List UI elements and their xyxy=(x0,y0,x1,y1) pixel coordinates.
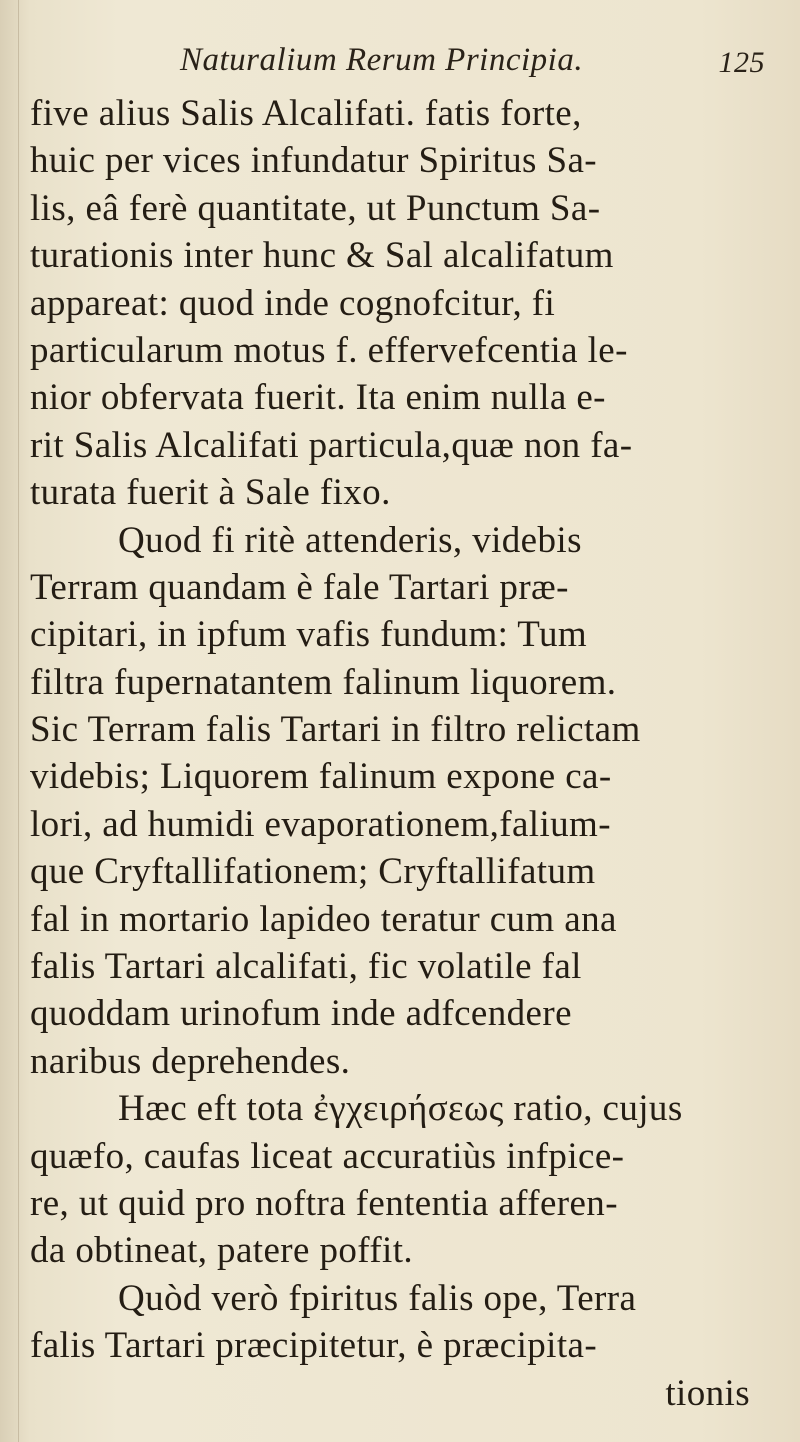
text-line: five alius Salis Alcalifati. fatis forte, xyxy=(30,93,582,134)
text-line: huic per vices infundatur Spiritus Sa- xyxy=(30,140,598,182)
text-line: cipitari, in ipfum vafis fundum: Tum xyxy=(30,614,588,656)
text-line: re, ut quid pro noftra fententia afferen- xyxy=(30,1182,618,1224)
text-line: quæfo, caufas liceat accuratiùs infpice- xyxy=(30,1135,625,1177)
text-line: quoddam urinofum inde adfcendere xyxy=(30,993,572,1035)
page-gutter xyxy=(18,0,19,1442)
text-line: lori, ad humidi evaporationem,falium- xyxy=(30,803,611,845)
text-line: falis Tartari alcalifati, fic volatile fal xyxy=(30,946,582,988)
running-head-title: Naturalium Rerum Principia. xyxy=(180,42,584,78)
text-line: fal in mortario lapideo teratur cum ana xyxy=(30,898,617,940)
paragraph-start-line: Hæc eft tota ἐγχειρήσεως ratio, cujus xyxy=(118,1088,683,1130)
paragraph-start-line: Quòd verò fpiritus falis ope, Terra xyxy=(118,1277,637,1319)
text-line: turata fuerit à Sale fixo. xyxy=(30,472,391,514)
text-line: naribus deprehendes. xyxy=(30,1040,351,1082)
text-line: filtra fupernatantem falinum liquorem. xyxy=(30,661,617,703)
text-line: turationis inter hunc & Sal alcalifatum xyxy=(30,235,614,277)
text-line: falis Tartari præcipitetur, è præcipita- xyxy=(30,1325,598,1367)
body-text xyxy=(30,90,760,1417)
text-line: videbis; Liquorem falinum expone ca- xyxy=(30,756,612,798)
page-number: 125 xyxy=(718,46,765,79)
running-head xyxy=(180,42,765,79)
text-line: lis, eâ ferè quantitate, ut Punctum Sa- xyxy=(30,187,601,229)
text-line: rit Salis Alcalifati particula,quæ non fa- xyxy=(30,424,633,466)
text-line: da obtineat, patere poffit. xyxy=(30,1230,414,1272)
text-line: que Cryftallifationem; Cryftallifatum xyxy=(30,851,596,893)
text-line: particularum motus f. effervefcentia le- xyxy=(30,329,628,371)
paragraph-start-line: Quod fi ritè attenderis, videbis xyxy=(118,519,582,561)
text-line: Terram quandam è fale Tartari præ- xyxy=(30,566,569,608)
text-line: nior obfervata fuerit. Ita enim nulla e- xyxy=(30,377,606,419)
text-line: appareat: quod inde cognofcitur, fi xyxy=(30,282,556,324)
catchword: tionis xyxy=(665,1372,750,1414)
text-line: Sic Terram falis Tartari in filtro relictam xyxy=(30,709,641,751)
